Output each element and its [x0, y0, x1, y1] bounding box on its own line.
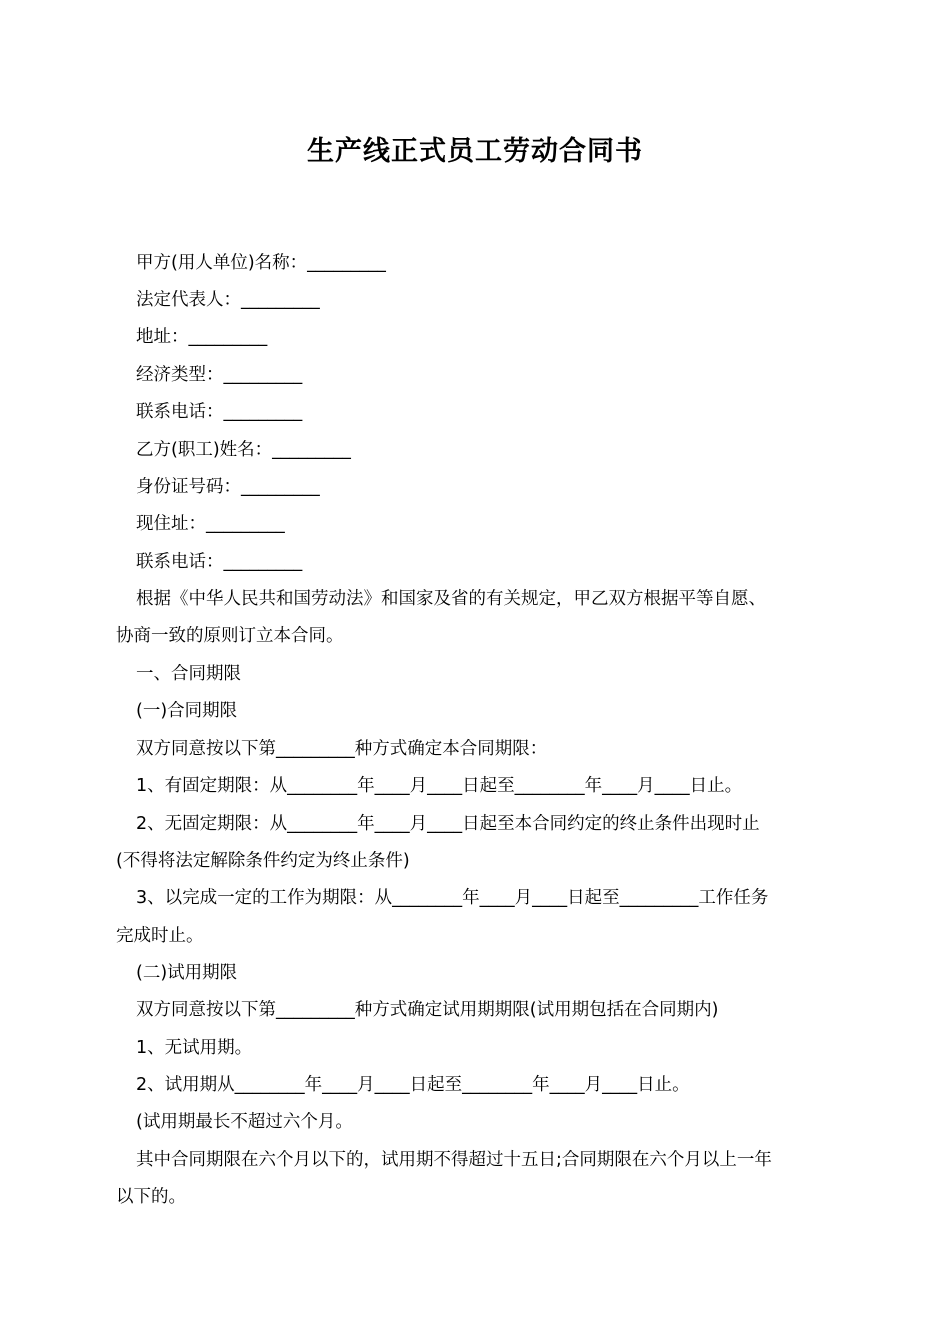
party-b-phone-field: 联系电话：_________ [136, 552, 303, 572]
party-a-phone-field: 联系电话：_________ [136, 402, 303, 422]
term-option-2-line-1: 2、无固定期限：从________年____月____日起至本合同约定的终止条件出现时止 [136, 814, 760, 834]
preamble-line-1: 根据《中华人民共和国劳动法》和国家及省的有关规定，甲乙双方根据平等自愿、 [136, 589, 766, 609]
subsection-1-heading: (一)合同期限 [136, 701, 238, 721]
term-option-2-line-2: (不得将法定解除条件约定为终止条件) [116, 851, 410, 871]
subsection-2-heading: (二)试用期限 [136, 963, 238, 983]
party-a-address-field: 地址：_________ [136, 327, 268, 347]
term-option-1: 1、有固定期限：从________年____月____日起至________年____月____日止。 [136, 776, 743, 796]
party-a-name-field: 甲方(用人单位)名称：_________ [136, 253, 386, 273]
probation-rule-line-1: 其中合同期限在六个月以下的，试用期不得超过十五日;合同期限在六个月以上一年 [136, 1150, 772, 1170]
subsection-2-intro: 双方同意按以下第_________种方式确定试用期期限(试用期包括在合同期内) [136, 1000, 719, 1020]
term-option-3-line-2: 完成时止。 [116, 926, 204, 946]
probation-note: (试用期最长不超过六个月。 [136, 1112, 353, 1132]
document-title: 生产线正式员工劳动合同书 [307, 136, 643, 167]
party-b-name-field: 乙方(职工)姓名：_________ [136, 440, 351, 460]
party-a-representative-field: 法定代表人：_________ [136, 290, 320, 310]
probation-option-2: 2、试用期从________年____月____日起至________年____月____日止。 [136, 1075, 690, 1095]
party-b-address-field: 现住址：_________ [136, 514, 285, 534]
probation-rule-line-2: 以下的。 [116, 1187, 186, 1207]
term-option-3-line-1: 3、以完成一定的工作为期限：从________年____月____日起至_________工作任务 [136, 888, 769, 908]
subsection-1-intro: 双方同意按以下第_________种方式确定本合同期限： [136, 739, 548, 759]
party-b-id-number-field: 身份证号码：_________ [136, 477, 320, 497]
section-1-heading: 一、合同期限 [136, 664, 241, 684]
party-a-economic-type-field: 经济类型：_________ [136, 365, 303, 385]
preamble-line-2: 协商一致的原则订立本合同。 [116, 626, 344, 646]
probation-option-1: 1、无试用期。 [136, 1038, 253, 1058]
